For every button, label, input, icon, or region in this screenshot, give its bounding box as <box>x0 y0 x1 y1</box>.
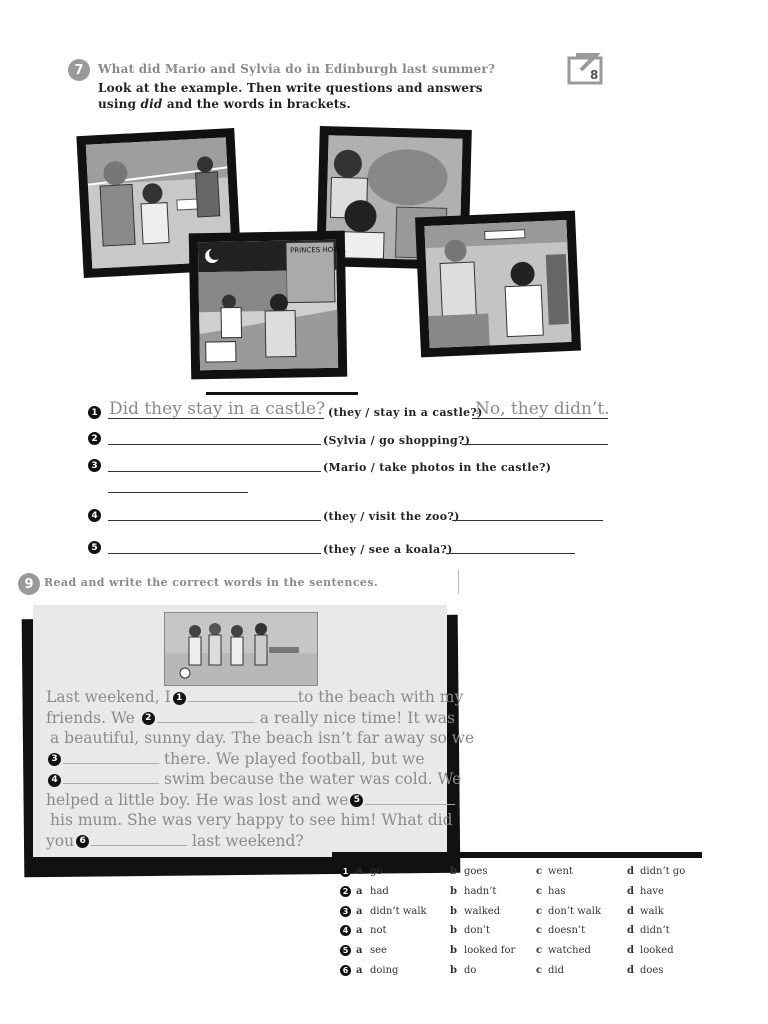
option-a[interactable]: doing <box>370 964 399 976</box>
blank-1-number: 1 <box>173 692 186 705</box>
passage-line-4 <box>46 749 446 770</box>
answer-3-line[interactable] <box>108 492 248 493</box>
blank-5[interactable] <box>365 792 455 805</box>
option-letter: a <box>356 964 363 976</box>
option-letter: b <box>450 964 457 976</box>
blank-3-number: 3 <box>48 753 61 766</box>
option-letter: c <box>536 964 543 976</box>
question-5-number: 5 <box>88 541 101 554</box>
option-c[interactable]: has <box>548 885 566 897</box>
options-row-1 <box>340 866 700 886</box>
option-a[interactable]: go <box>370 866 383 877</box>
blank-5-number: 5 <box>350 794 363 807</box>
options-row-3 <box>340 906 700 926</box>
beach-friends-illustration <box>164 612 318 686</box>
option-c[interactable]: watched <box>548 945 591 957</box>
option-letter: a <box>356 885 363 897</box>
blank-4-number: 4 <box>48 774 61 787</box>
passage-line-1 <box>46 687 464 708</box>
option-letter: c <box>536 945 543 957</box>
exercise-7-title: What did Mario and Sylvia do in Edinburgh last summer? <box>98 62 496 76</box>
passage-line-3 <box>46 728 475 749</box>
option-row-number: 2 <box>340 886 351 897</box>
option-b[interactable]: goes <box>464 866 488 877</box>
passage-line-6 <box>46 790 446 811</box>
exercise-9-title: Read and write the correct words in the sentences. <box>44 576 379 589</box>
question-3-number: 3 <box>88 459 101 472</box>
option-c[interactable]: did <box>548 964 565 976</box>
option-letter: a <box>356 866 363 877</box>
option-a[interactable]: not <box>370 925 387 937</box>
picture-shop <box>415 211 581 358</box>
blank-6[interactable] <box>91 833 187 846</box>
option-letter: c <box>536 885 543 897</box>
options-row-5 <box>340 945 700 965</box>
section-divider <box>458 570 459 594</box>
option-letter: a <box>356 905 363 917</box>
option-row-number: 4 <box>340 925 351 936</box>
option-row-number: 1 <box>340 866 351 877</box>
answer-1-line <box>472 418 608 419</box>
option-letter: d <box>627 964 634 976</box>
option-letter: d <box>627 866 634 877</box>
instruction-pre: using <box>98 97 141 111</box>
passage-text: you <box>46 831 75 850</box>
option-a[interactable]: didn’t walk <box>370 905 427 917</box>
instruction-post: and the words in brackets. <box>162 97 351 111</box>
option-d[interactable]: walk <box>640 905 664 917</box>
exercise-7-number: 7 <box>68 59 90 81</box>
instruction-line-1: Look at the example. Then write questions and answers <box>98 81 483 95</box>
passage-text: friends. We <box>46 708 135 727</box>
passage-line-2 <box>46 708 455 729</box>
option-letter: b <box>450 905 457 917</box>
question-4-line[interactable] <box>108 520 321 521</box>
option-letter: d <box>627 885 634 897</box>
instruction-emphasis: did <box>140 97 163 111</box>
option-letter: b <box>450 925 457 937</box>
option-letter: c <box>536 866 543 877</box>
passage-text: there. We played football, but we <box>163 749 425 768</box>
answer-4-line[interactable] <box>452 520 603 521</box>
options-row-2 <box>340 886 700 906</box>
passage-text: helped a little boy. He was lost and we <box>46 790 349 809</box>
question-5-line[interactable] <box>108 553 321 554</box>
options-table <box>340 866 700 985</box>
option-letter: b <box>450 945 457 957</box>
answer-1-text: No, they didn’t. <box>475 399 610 419</box>
option-c[interactable]: don’t walk <box>548 905 602 917</box>
reading-passage <box>46 687 475 851</box>
option-letter: d <box>627 945 634 957</box>
option-b[interactable]: do <box>464 964 477 976</box>
option-letter: c <box>536 905 543 917</box>
page-badge-number: 8 <box>590 68 599 82</box>
option-b[interactable]: don’t <box>464 925 491 937</box>
instruction-line-2 <box>98 96 498 112</box>
option-row-number: 5 <box>340 945 351 956</box>
answer-5-line[interactable] <box>446 553 575 554</box>
blank-6-number: 6 <box>76 835 89 848</box>
question-1-prompt: (they / stay in a castle?) <box>328 406 483 419</box>
options-row-6 <box>340 965 700 985</box>
passage-text: a beautiful, sunny day. The beach isn’t far away so we <box>50 729 475 747</box>
option-letter: a <box>356 945 363 957</box>
answer-2-line[interactable] <box>462 444 608 445</box>
blank-2[interactable] <box>157 710 255 723</box>
options-row-4 <box>340 925 700 945</box>
option-b[interactable]: looked for <box>464 945 516 957</box>
option-d[interactable]: didn’t go <box>640 866 686 877</box>
picture-hotel-night <box>189 231 348 380</box>
option-d[interactable]: does <box>640 964 664 976</box>
option-a[interactable]: had <box>370 885 389 897</box>
question-1-line <box>108 418 324 419</box>
option-a[interactable]: see <box>370 945 387 957</box>
question-4-number: 4 <box>88 509 101 522</box>
question-2-prompt: (Sylvia / go shopping?) <box>323 434 471 447</box>
option-letter: c <box>536 925 543 937</box>
passage-text: last weekend? <box>192 831 304 850</box>
passage-text: Last weekend, I <box>46 688 171 706</box>
question-2-number: 2 <box>88 432 101 445</box>
page-number-badge <box>566 52 604 86</box>
blank-4[interactable] <box>63 771 159 784</box>
option-letter: b <box>450 885 457 897</box>
blank-2-number: 2 <box>142 712 155 725</box>
option-b[interactable]: walked <box>464 905 501 917</box>
question-5-prompt: (they / see a koala?) <box>323 543 453 556</box>
passage-text: swim because the water was cold. We <box>163 770 462 788</box>
option-letter: d <box>627 925 634 937</box>
hotel-sign: PRINCES HOTEL <box>289 245 346 255</box>
question-1-number: 1 <box>88 406 101 419</box>
question-4-prompt: (they / visit the zoo?) <box>323 510 460 523</box>
blank-3[interactable] <box>63 751 159 764</box>
divider-bar <box>206 392 358 395</box>
exercise-9-number: 9 <box>18 573 40 595</box>
option-d[interactable]: looked <box>640 945 674 957</box>
passage-text: his mum. She was very happy to see him! What did <box>50 811 453 829</box>
option-b[interactable]: hadn’t <box>464 885 497 897</box>
question-1-text: Did they stay in a castle? <box>109 399 326 419</box>
passage-text: to the beach with my <box>297 688 464 706</box>
question-3-line[interactable] <box>108 471 321 472</box>
passage-text: a really nice time! It was <box>259 708 455 727</box>
option-c[interactable]: doesn’t <box>548 925 586 937</box>
option-row-number: 6 <box>340 965 351 976</box>
option-letter: a <box>356 925 363 937</box>
option-c[interactable]: went <box>548 866 573 877</box>
option-letter: d <box>627 905 634 917</box>
question-2-line[interactable] <box>108 444 321 445</box>
passage-line-7 <box>46 810 453 831</box>
passage-line-5 <box>46 769 462 790</box>
blank-1[interactable] <box>188 689 298 702</box>
option-d[interactable]: have <box>640 885 664 897</box>
option-d[interactable]: didn’t <box>640 925 670 937</box>
option-letter: b <box>450 866 457 877</box>
option-row-number: 3 <box>340 906 351 917</box>
exercise-7-instruction <box>98 80 498 112</box>
question-3-prompt: (Mario / take photos in the castle?) <box>323 461 552 474</box>
passage-line-8 <box>46 831 446 852</box>
options-header-bar <box>332 852 702 858</box>
